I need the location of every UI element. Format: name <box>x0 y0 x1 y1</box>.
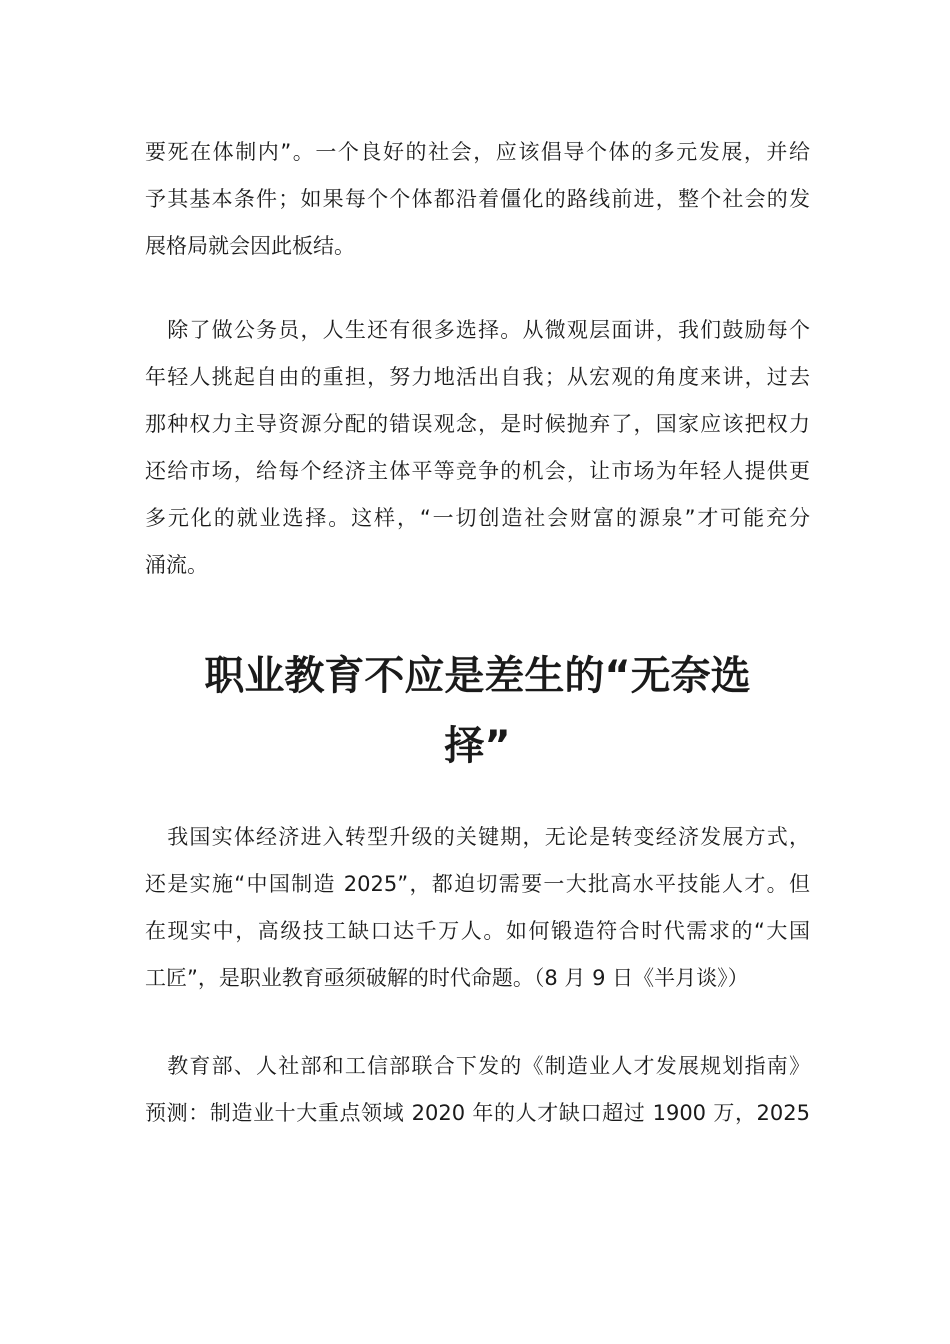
paragraph-3-line-4: 工匠”，是职业教育亟须破解的时代命题。（8 月 9 日《半月谈》） <box>145 966 749 990</box>
paragraph-1-line-3: 展格局就会因此板结。 <box>145 234 355 258</box>
paragraph-2 <box>145 307 810 589</box>
paragraph-3-line-1: 我国实体经济进入转型升级的关键期，无论是转变经济发展方式， <box>145 825 810 849</box>
paragraph-4-line-2: 预测：制造业十大重点领域 2020 年的人才缺口超过 1900 万，2025 <box>145 1101 810 1125</box>
section-heading-line-2: 择” <box>444 723 511 769</box>
paragraph-2-line-6: 涌流。 <box>145 553 208 577</box>
paragraph-2-line-3: 那种权力主导资源分配的错误观念，是时候抛弃了，国家应该把权力 <box>145 412 810 436</box>
paragraph-2-line-1: 除了做公务员，人生还有很多选择。从微观层面讲，我们鼓励每个 <box>145 318 810 342</box>
paragraph-1 <box>145 129 810 270</box>
section-heading <box>145 641 810 781</box>
paragraph-3-line-2: 还是实施“中国制造 2025”，都迫切需要一大批高水平技能人才。但 <box>145 872 810 896</box>
section-heading-line-1: 职业教育不应是差生的“无奈选 <box>204 653 751 699</box>
paragraph-4 <box>145 1043 810 1137</box>
paragraph-3-line-3: 在现实中，高级技工缺口达千万人。如何锻造符合时代需求的“大国 <box>145 919 810 943</box>
paragraph-4-line-1: 教育部、人社部和工信部联合下发的《制造业人才发展规划指南》 <box>145 1054 810 1078</box>
paragraph-2-line-4: 还给市场，给每个经济主体平等竞争的机会，让市场为年轻人提供更 <box>145 459 810 483</box>
paragraph-1-line-1: 要死在体制内”。一个良好的社会，应该倡导个体的多元发展，并给 <box>145 140 810 164</box>
paragraph-2-line-2: 年轻人挑起自由的重担，努力地活出自我；从宏观的角度来讲，过去 <box>145 365 810 389</box>
paragraph-2-line-5: 多元化的就业选择。这样，“一切创造社会财富的源泉”才可能充分 <box>145 506 810 530</box>
paragraph-1-line-2: 予其基本条件；如果每个个体都沿着僵化的路线前进，整个社会的发 <box>145 187 810 211</box>
paragraph-3 <box>145 814 810 1002</box>
